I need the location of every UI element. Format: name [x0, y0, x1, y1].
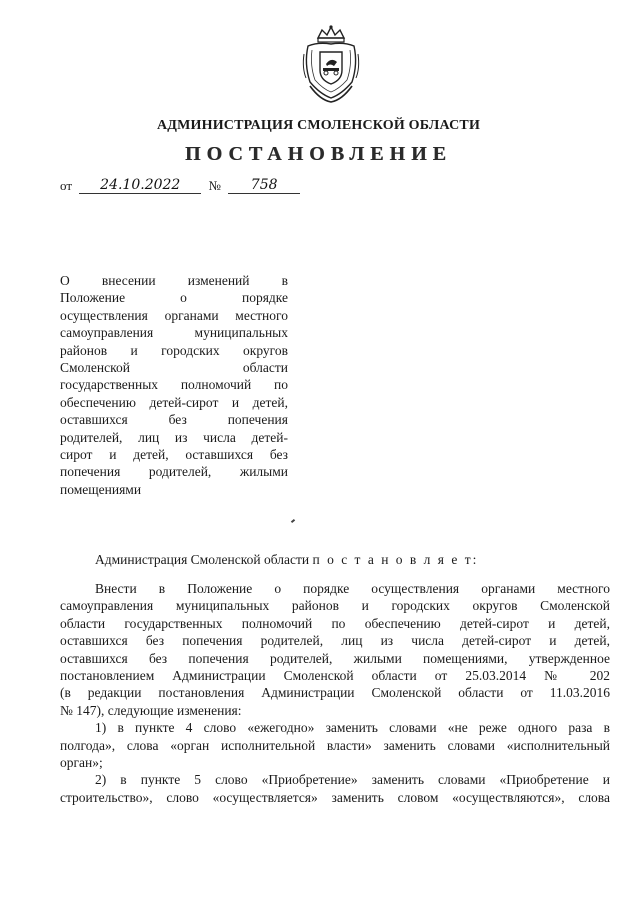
date-prefix-label: от — [60, 178, 73, 193]
body-line: оставшихся без попечения родителей, жилыми помещениями, утвержденное — [60, 650, 610, 666]
body-line: орган»; — [60, 755, 103, 771]
body-line: самоуправления муниципальных районов и городских округов Смоленской — [60, 598, 610, 614]
subject-line: оставшихся без попечения — [60, 412, 288, 428]
body-line: (в редакции постановления Администрации Смоленской области от 11.03.2016 — [60, 685, 610, 701]
number-sign-label: № — [208, 178, 221, 193]
document-subject — [60, 272, 288, 498]
subject-line: родителей, лиц из числа детей- — [60, 429, 288, 445]
body-line: области государственных полномочий по обеспечению детей-сирот и детей, — [60, 615, 610, 631]
body-line: постановлением Администрации Смоленской области от 25.03.2014 № 202 — [60, 668, 610, 684]
body-line: 2) в пункте 5 слово «Приобретение» заменить словами «Приобретение и — [95, 772, 610, 788]
handwritten-number: 758 — [228, 177, 300, 194]
preamble-line — [95, 552, 478, 568]
document-type-title: ПОСТАНОВЛЕНИЕ — [185, 143, 452, 165]
body-line: полгода», слова «орган исполнительной власти» заменить словами «исполнительный — [60, 737, 610, 753]
body-line: Внести в Положение о порядке осуществления органами местного — [95, 581, 610, 596]
subject-line: обеспечению детей-сирот и детей, — [60, 394, 288, 410]
subject-line: Положение о порядке — [60, 290, 288, 306]
subject-line: попечения родителей, жилыми — [60, 464, 288, 480]
stray-mark — [291, 519, 295, 523]
body-line: № 147), следующие изменения: — [60, 702, 242, 718]
body-line: строительство», слово «осуществляется» заменить словом «осуществляются», слова — [60, 789, 610, 805]
subject-line: осуществления органами местного — [60, 307, 288, 323]
handwritten-date: 24.10.2022 — [79, 177, 201, 194]
coat-of-arms-icon — [300, 24, 362, 104]
subject-line: государственных полномочий по — [60, 377, 288, 393]
body-line: 1) в пункте 4 слово «ежегодно» заменить словами «не реже одного раза в — [95, 720, 610, 736]
body-line: оставшихся без попечения родителей, лиц из числа детей-сирот и детей, — [60, 633, 610, 649]
subject-line: О внесении изменений в — [60, 273, 288, 288]
resolution-body — [60, 580, 610, 806]
subject-line: сирот и детей, оставшихся без — [60, 447, 288, 463]
preamble-lead: Администрация Смоленской области — [95, 552, 310, 567]
subject-line: Смоленской области — [60, 360, 288, 376]
organization-name: АДМИНИСТРАЦИЯ СМОЛЕНСКОЙ ОБЛАСТИ — [156, 118, 481, 133]
subject-line: самоуправления муниципальных — [60, 325, 288, 341]
preamble-resolves: п о с т а н о в л я е т: — [312, 552, 479, 567]
subject-line: районов и городских округов — [60, 342, 288, 358]
subject-line: помещениями — [60, 481, 142, 497]
registration-line — [60, 177, 300, 197]
